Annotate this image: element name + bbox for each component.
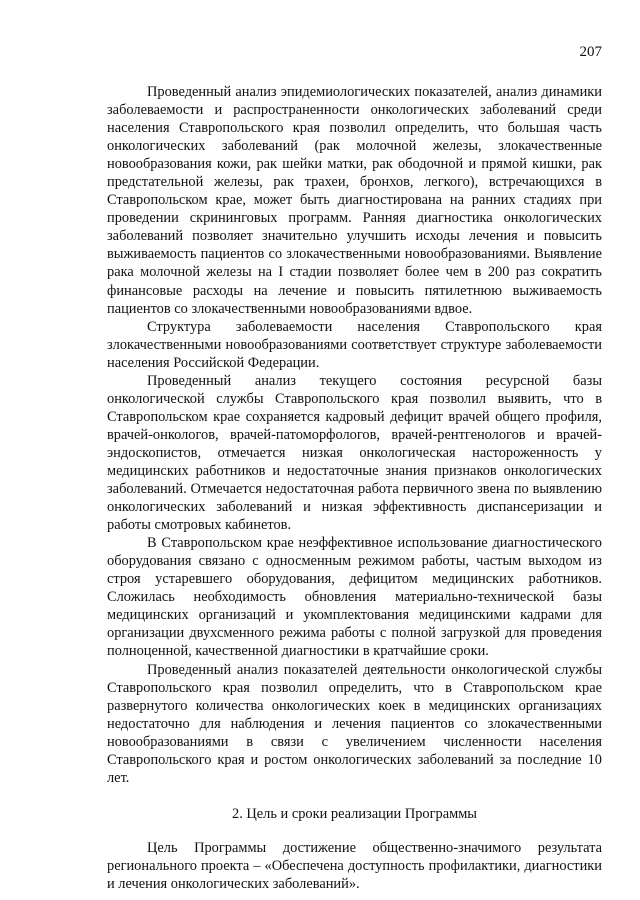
paragraph: Проведенный анализ показателей деятельности онкологической службы Ставропольского края позволил определить, что в Ставропольском крае развернутого количества онкологических коек в медицинских организациях недостаточно для наблюдения и лечения пациентов со злокачественными новообразованиями в связи с увеличением численности населения Ставропольского края и ростом онкологических заболеваний за последние 10 лет. bbox=[107, 661, 602, 786]
paragraph: Структура заболеваемости населения Ставропольского края злокачественными новообразованиями соответствует структуре заболеваемости населения Российской Федерации. bbox=[107, 318, 602, 371]
paragraph: Цель Программы достижение общественно-значимого результата регионального проекта – «Обеспечена доступность профилактики, диагностики и лечения онкологических заболеваний». bbox=[107, 839, 602, 892]
page-number: 207 bbox=[579, 44, 602, 60]
paragraph: Проведенный анализ эпидемиологических показателей, анализ динамики заболеваемости и распространенности онкологических заболеваний среди населения Ставропольского края позволил определить, что большая часть онкологических заболеваний (рак молочной железы, злокачественные новообразования кожи, рак шейки матки, рак ободочной и прямой кишки, рак предстательной железы, рак трахеи, бронхов, легкого), встречающихся в Ставропольском крае, может быть диагностирована на ранних стадиях при проведении скрининговых программ. Ранняя диагностика онкологических заболеваний позволяет значительно улучшить исходы лечения и повысить выживаемость пациентов со злокачественными новообразованиями. Выявление рака молочной железы на I стадии позволяет более чем в 200 раз сократить финансовые расходы на лечение и повысить пятилетнюю выживаемость пациентов со злокачественными новообразованиями вдвое. bbox=[107, 84, 602, 317]
section-heading: 2. Цель и сроки реализации Программы bbox=[232, 805, 477, 822]
paragraph: Проведенный анализ текущего состояния ресурсной базы онкологической службы Ставропольского края позволил выявить, что в Ставропольском крае сохраняется кадровый дефицит врачей общего профиля, врачей-онкологов, врачей-патоморфологов, врачей-рентгенологов и врачей-эндоскопистов, отмечается низкая онкологическая настороженность у медицинских работников и недостаточные знания признаков онкологических заболеваний. Отмечается недостаточная работа первичного звена по выявлению онкологических заболеваний и низкая эффективность диспансеризации и работы смотровых кабинетов. bbox=[107, 372, 602, 534]
document-body bbox=[107, 83, 602, 893]
paragraph: В Ставропольском крае неэффективное использование диагностического оборудования связано с односменным режимом работы, частым выходом из строя устаревшего оборудования, дефицитом медицинских работников. Сложилась необходимость обновления материально-технической базы медицинских организаций и укомплектования медицинскими кадрами для организации двухсменного режима работы с полной загрузкой для проведения полноценной, качественной диагностики в кратчайшие сроки. bbox=[107, 535, 602, 660]
